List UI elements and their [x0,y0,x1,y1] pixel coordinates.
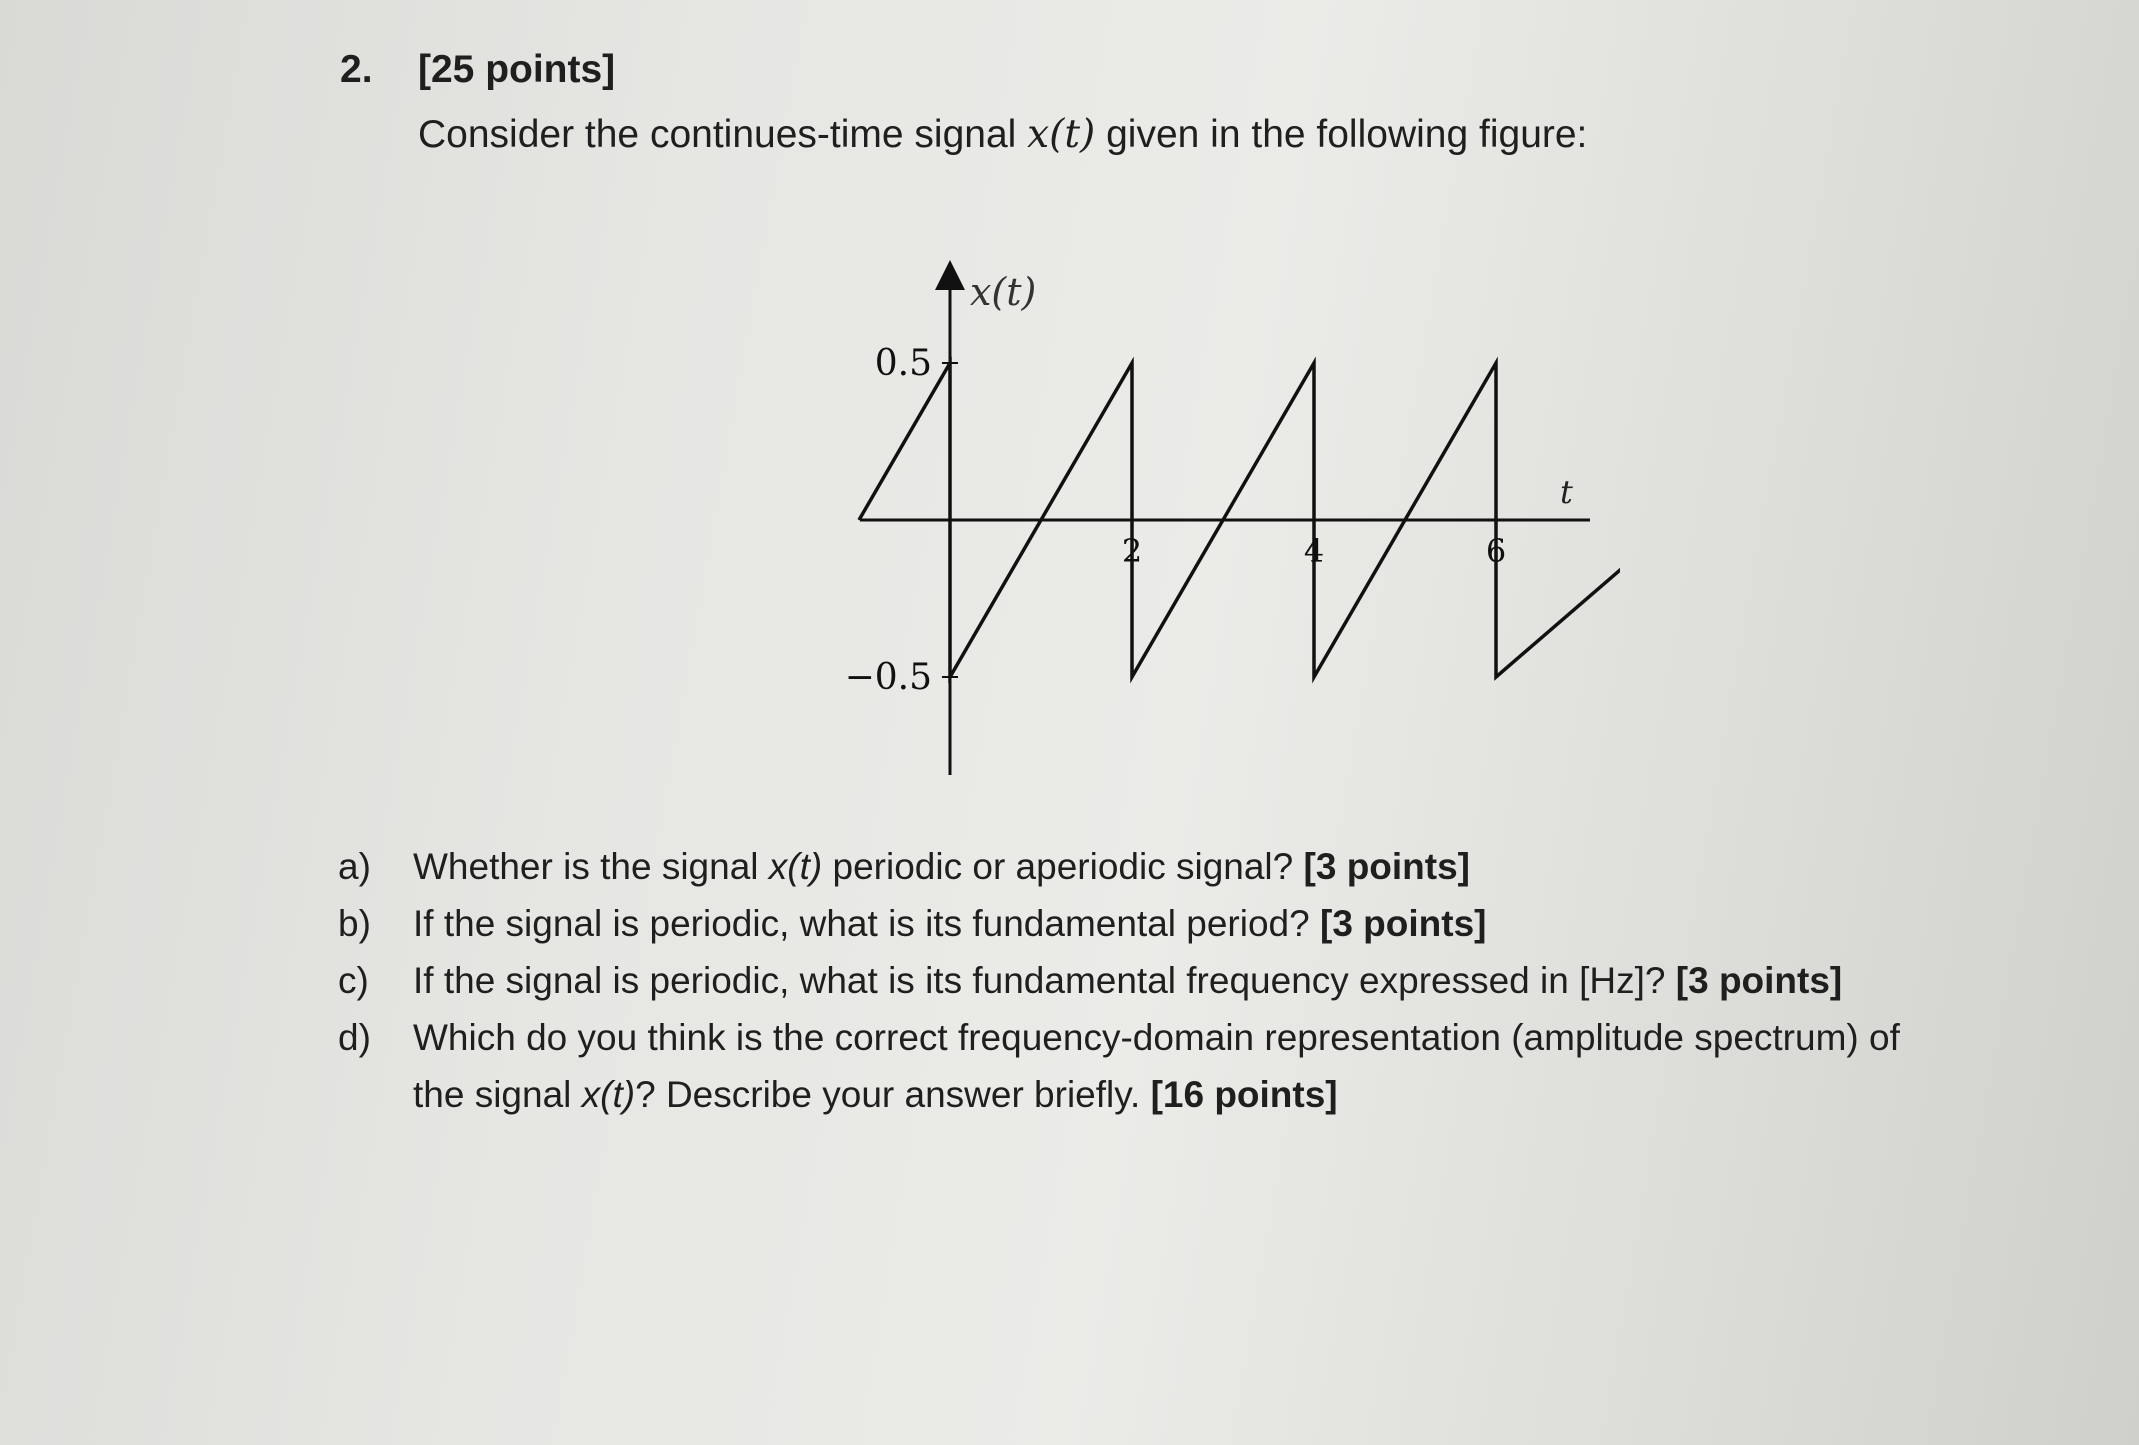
part-d-pre: the signal [413,1074,582,1115]
part-d-post: ? Describe your answer briefly. [635,1074,1151,1115]
part-b-label: b) [338,903,371,944]
part-d-continuation [338,1066,2103,1123]
question-parts [338,838,2103,1123]
signal-figure [820,255,1620,790]
part-a-points: [3 points] [1303,846,1470,887]
part-b-text [413,895,2103,952]
intro-signal-symbol: x(t) [1027,112,1096,157]
part-d-line1: Which do you think is the correct frequency-domain representation (amplitude spectrum) of [413,1017,1900,1058]
part-d-points: [16 points] [1150,1074,1338,1115]
part-b-question: If the signal is periodic, what is its fundamental period? [413,903,1320,944]
part-d [338,1009,2103,1066]
part-a-signal: x(t) [768,846,823,887]
question-number: 2. [340,48,373,91]
x-tick-label: 4 [1303,532,1325,570]
part-c-text [413,952,2103,1009]
part-d-label: d) [338,1017,371,1058]
x-tick-label: 6 [1485,532,1507,570]
part-c-label: c) [338,960,369,1001]
part-a-text [413,838,2103,895]
y-tick-label: −0.5 [844,657,932,698]
part-b-points: [3 points] [1320,903,1487,944]
part-c [338,952,2103,1009]
x-axis-label: t [1560,473,1573,511]
part-c-question: If the signal is periodic, what is its fundamental frequency expressed in [Hz]? [413,960,1676,1001]
part-d-line2 [413,1066,2103,1123]
part-a [338,838,2103,895]
part-b [338,895,2103,952]
y-axis-label: x(t) [970,270,1037,314]
x-tick-label: 2 [1121,532,1143,570]
y-tick-label: 0.5 [874,343,932,384]
intro-text-after: given in the following figure: [1095,113,1588,156]
signal-plot [820,255,1620,785]
part-a-post: periodic or aperiodic signal? [822,846,1304,887]
part-d-signal: x(t) [581,1074,636,1115]
part-a-pre: Whether is the signal [413,846,769,887]
part-c-points: [3 points] [1675,960,1843,1001]
question-points: [25 points] [418,48,616,91]
part-a-label: a) [338,846,371,887]
question-intro [418,112,1587,157]
intro-text-before: Consider the continues-time signal [418,113,1028,156]
